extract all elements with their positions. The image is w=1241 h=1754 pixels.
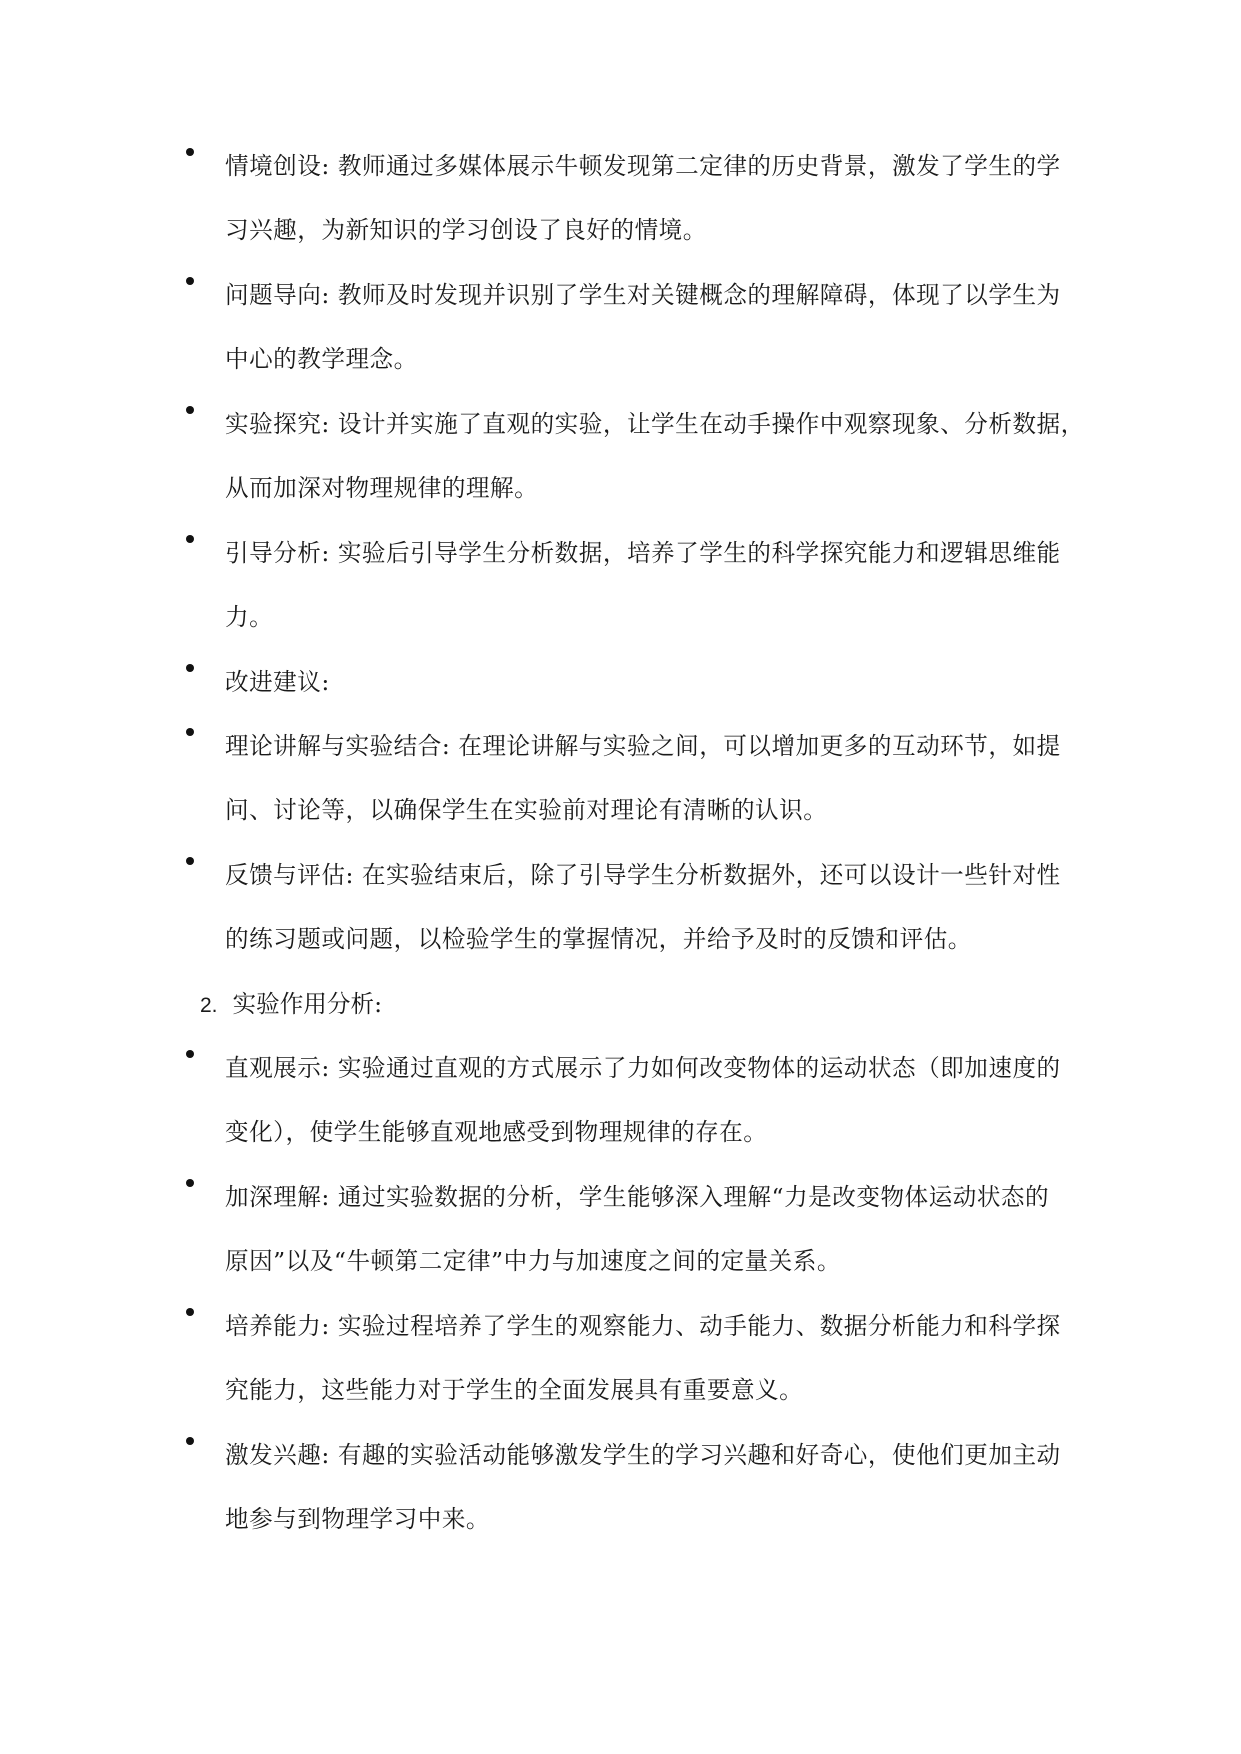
bullet-dot — [186, 1437, 194, 1445]
text-line: 情境创设: 教师通过多媒体展示牛顿发现第二定律的历史背景，激发了学生的学 — [225, 152, 1061, 180]
text-line: 反馈与评估: 在实验结束后，除了引导学生分析数据外，还可以设计一些针对性 — [225, 861, 1061, 889]
list-item-text — [225, 1423, 1085, 1551]
text-line: 激发兴趣: 有趣的实验活动能够激发学生的学习兴趣和好奇心，使他们更加主动 — [225, 1441, 1061, 1469]
text-line: 理论讲解与实验结合: 在理论讲解与实验之间，可以增加更多的互动环节，如提 — [225, 732, 1061, 760]
text-line: 原因”以及“牛顿第二定律”中力与加速度之间的定量关系。 — [225, 1247, 841, 1275]
list-item-text — [225, 1165, 1085, 1293]
list-item-text — [225, 650, 1085, 714]
text-line: 培养能力: 实验过程培养了学生的观察能力、动手能力、数据分析能力和科学探 — [225, 1312, 1061, 1340]
text-line: 问、讨论等，以确保学生在实验前对理论有清晰的认识。 — [225, 796, 828, 824]
bullet-dot — [186, 857, 194, 865]
bullet-dot — [186, 1179, 194, 1187]
list-item-text — [225, 521, 1085, 649]
heading-text: 实验作用分析: — [232, 990, 383, 1018]
text-line: 中心的教学理念。 — [225, 345, 418, 373]
bullet-dot — [186, 664, 194, 672]
text-line: 直观展示: 实验通过直观的方式展示了力如何改变物体的运动状态（即加速度的 — [225, 1054, 1061, 1082]
text-line: 的练习题或问题，以检验学生的掌握情况，并给予及时的反馈和评估。 — [225, 925, 972, 953]
bullet-dot — [186, 535, 194, 543]
list-item-text — [225, 263, 1085, 391]
text-line: 问题导向: 教师及时发现并识别了学生对关键概念的理解障碍，体现了以学生为 — [225, 281, 1061, 309]
list-item-text — [225, 843, 1085, 971]
text-line: 实验探究: 设计并实施了直观的实验，让学生在动手操作中观察现象、分析数据， — [225, 410, 1085, 438]
bullet-dot — [186, 277, 194, 285]
text-line: 加深理解: 通过实验数据的分析，学生能够深入理解“力是改变物体运动状态的 — [225, 1183, 1050, 1211]
list-item-text — [225, 392, 1085, 520]
list-item-text — [225, 714, 1085, 842]
text-line: 习兴趣，为新知识的学习创设了良好的情境。 — [225, 216, 707, 244]
bullet-dot — [186, 1050, 194, 1058]
bullet-dot — [186, 728, 194, 736]
bullet-dot — [186, 406, 194, 414]
list-item-text — [225, 134, 1085, 262]
list-item-text — [225, 1036, 1085, 1164]
text-line: 变化），使学生能够直观地感受到物理规律的存在。 — [225, 1118, 768, 1146]
text-line: 地参与到物理学习中来。 — [225, 1505, 491, 1533]
text-line: 力。 — [225, 603, 274, 631]
text-line: 改进建议: — [225, 668, 330, 696]
text-line: 从而加深对物理规律的理解。 — [225, 474, 539, 502]
text-line: 究能力，这些能力对于学生的全面发展具有重要意义。 — [225, 1376, 804, 1404]
heading-number: 2. — [200, 994, 218, 1017]
text-line: 引导分析: 实验后引导学生分析数据，培养了学生的科学探究能力和逻辑思维能 — [225, 539, 1061, 567]
numbered-heading — [200, 972, 382, 1038]
bullet-dot — [186, 148, 194, 156]
list-item-text — [225, 1294, 1085, 1422]
bullet-dot — [186, 1308, 194, 1316]
